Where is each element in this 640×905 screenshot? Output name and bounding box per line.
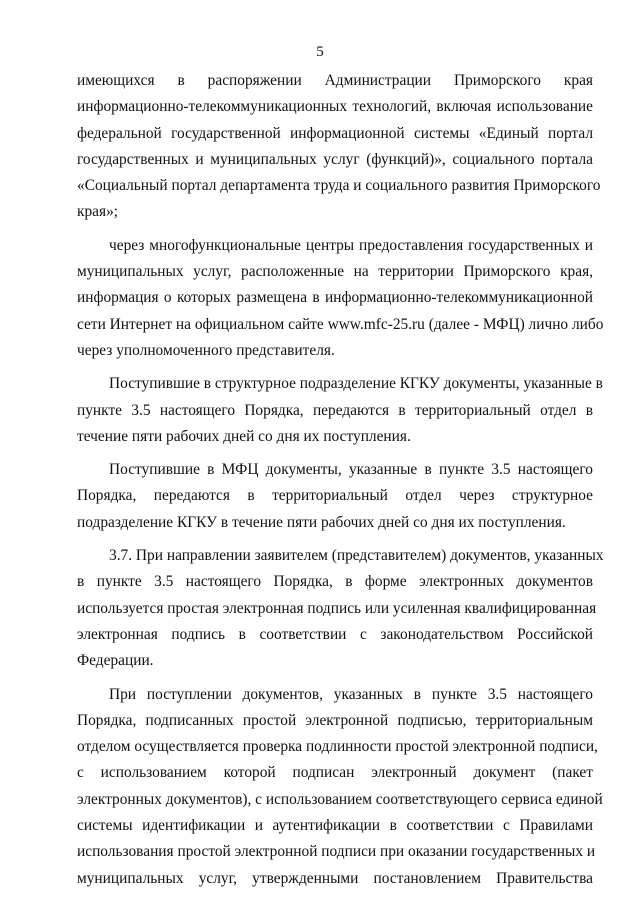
text-line: с использованием которой подписан электронный документ (пакет bbox=[77, 764, 593, 782]
text-line: электронная подпись в соответствии с законодательством Российской bbox=[77, 625, 593, 643]
paragraph-2 bbox=[77, 233, 604, 364]
text-line: 3.7. При направлении заявителем (представителем) документов, указанных bbox=[109, 547, 604, 565]
text-line: информационно-телекоммуникационных технологий, включая использование bbox=[77, 98, 593, 116]
paragraph-6 bbox=[77, 682, 603, 892]
text-line: пункте 3.5 настоящего Порядка, передаются в территориальный отдел в bbox=[77, 401, 593, 419]
text-line: государственных и муниципальных услуг (функций)», социального портала bbox=[77, 150, 593, 168]
text-line: Федерации. bbox=[77, 652, 154, 670]
paragraph-4 bbox=[77, 457, 593, 536]
text-line: федеральной государственной информационной системы «Единый портал bbox=[77, 124, 593, 142]
text-line: в пункте 3.5 настоящего Порядка, в форме электронных документов bbox=[77, 573, 593, 591]
text-line: подразделение КГКУ в течение пяти рабочих дней со дня их поступления. bbox=[77, 513, 566, 531]
document-body bbox=[77, 68, 604, 899]
text-line: Порядка, передаются в территориальный отдел через структурное bbox=[77, 487, 593, 505]
text-line: через уполномоченного представителя. bbox=[77, 341, 335, 359]
text-line: использования простой электронной подписи при оказании государственных и bbox=[77, 843, 596, 861]
text-line: отделом осуществляется проверка подлинности простой электронной подписи, bbox=[77, 738, 598, 756]
text-line: электронных документов), с использованием соответствующего сервиса единой bbox=[77, 790, 603, 808]
text-line: имеющихся в распоряжении Администрации Приморского края bbox=[77, 72, 593, 89]
page-number: 5 bbox=[316, 44, 324, 60]
text-line: системы идентификации и аутентификации в соответствии с Правилами bbox=[77, 817, 593, 835]
text-line: муниципальных услуг, расположенные на территории Приморского края, bbox=[77, 263, 593, 281]
text-line: При поступлении документов, указанных в пункте 3.5 настоящего bbox=[109, 685, 593, 703]
text-line: края»; bbox=[77, 203, 119, 221]
paragraph-1 bbox=[77, 68, 601, 226]
text-line: через многофункциональные центры предоставления государственных и bbox=[109, 236, 593, 254]
text-line: «Социальный портал департамента труда и социального развития Приморского bbox=[77, 177, 601, 195]
text-line: Порядка, подписанных простой электронной подписью, территориальным bbox=[77, 711, 593, 729]
text-line: информация о которых размещена в информационно-телекоммуникационной bbox=[77, 289, 593, 307]
text-line: муниципальных услуг, утвержденными постановлением Правительства bbox=[77, 869, 593, 887]
text-line: Поступившие в МФЦ документы, указанные в пункте 3.5 настоящего bbox=[109, 461, 593, 479]
text-line: Поступившие в структурное подразделение КГКУ документы, указанные в bbox=[109, 375, 603, 393]
text-line: используется простая электронная подпись или усиленная квалифицированная bbox=[77, 599, 597, 617]
text-line: течение пяти рабочих дней со дня их поступления. bbox=[77, 427, 411, 445]
paragraph-3 bbox=[77, 371, 603, 450]
paragraph-5 bbox=[77, 543, 604, 674]
text-line: сети Интернет на официальном сайте www.mfc-25.ru (далее - МФЦ) лично либо bbox=[77, 315, 604, 333]
